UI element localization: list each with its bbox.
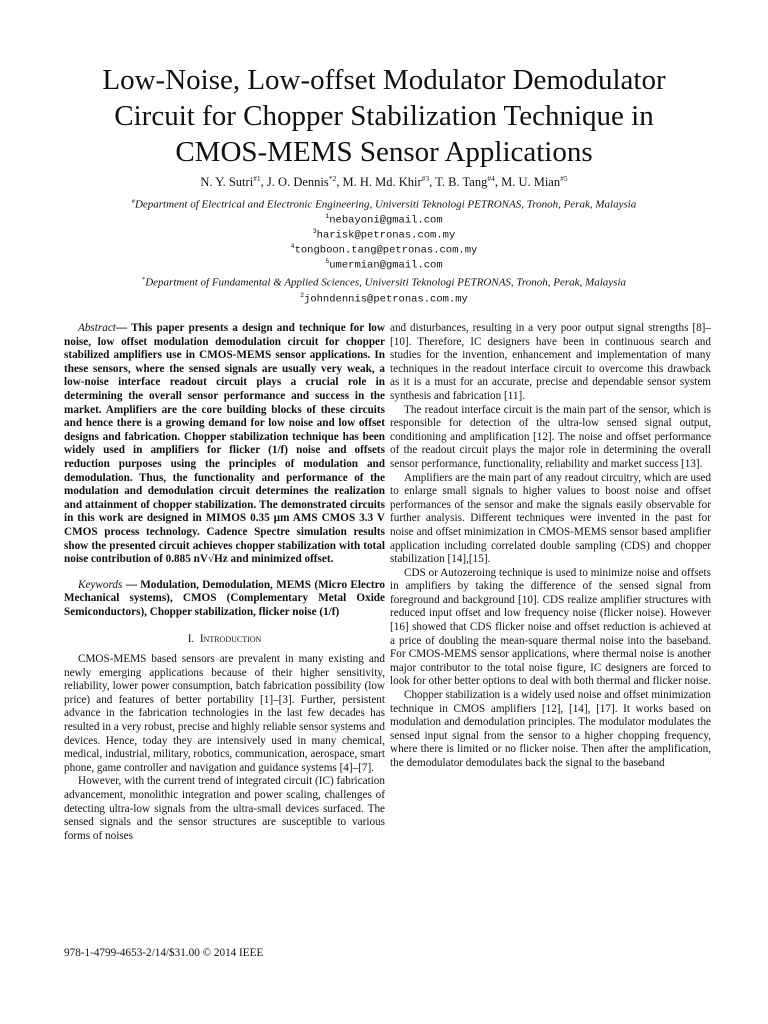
keywords <box>64 579 385 620</box>
paper-title <box>40 62 728 170</box>
author-mark: #1 <box>253 174 261 183</box>
author-name: N. Y. Sutri <box>200 175 254 190</box>
title-line: Circuit for Chopper Stabilization Technique in <box>114 100 654 132</box>
email-address: johndennis@petronas.com.my <box>304 293 468 306</box>
email-address: harisk@petronas.com.my <box>316 229 456 242</box>
author-name: M. H. Md. Khir <box>342 175 422 190</box>
body-paragraph: CMOS-MEMS based sensors are prevalent in many existing and newly emerging applications because of their higher sensitivity, reliability, lower power consumption, batch fabrication possibility (low price) and features of better portability [1]–[3]. Further, persistent advance in the fabrication technologies in the last few decades has resulted in a very robust, precise and highly reliable sensor systems and devices. Hence, today they are intensively used in many chemical, medical, industrial, military, robotics, communication, aerospace, smart phone, game controller and navigation and guidance systems [4]–[7]. <box>64 653 385 774</box>
email-line <box>40 255 728 273</box>
abstract-text: — This paper presents a design and technique for low noise, low offset modulation demodulation circuit for chopper stabilized amplifiers use in CMOS-MEMS sensor applications. In these sensors, where the sensed signals are usually very weak, a low-noise interface readout circuit plays a crucial role in determining the overall sensor performance and success in the market. Amplifiers are the core building blocks of these circuits and hence there is a growing demand for low noise and low offset designs and fabrication. Chopper stabilization technique has been widely used in amplifiers for flicker (1/f) noise and offsets reduction purposes using the principles of modulation and demodulation. Thus, the functionality and performance of the modulation and demodulation circuit determines the realization and attainment of chopper stabilization. The demonstrated circuits in this work are designed in MIMOS 0.35 µm AMS CMOS 3.3 V CMOS process technology. Cadence Spectre simulation results show the presented circuit achieves chopper stabilization with total noise contribution of 0.885 nV√Hz and minimized offset. <box>64 322 385 566</box>
left-column <box>64 322 385 843</box>
section-heading <box>64 633 385 647</box>
author-list <box>40 171 728 190</box>
author-name: T. B. Tang <box>435 175 488 190</box>
affiliation-text: Department of Electrical and Electronic Engineering, Universiti Teknologi PETRONAS, Tronoh, Perak, Malaysia <box>134 198 637 211</box>
right-column <box>390 322 711 771</box>
email-mark: 4 <box>290 243 295 250</box>
author-mark: #3 <box>421 174 430 183</box>
title-line: CMOS-MEMS Sensor Applications <box>175 136 593 168</box>
affiliation-applied-sciences <box>40 273 728 290</box>
body-paragraph: The readout interface circuit is the main part of the sensor, which is responsible for detection of the ultra-low sensed signal output, conditioning and amplification [12]. The noise and offset performance of the readout circuit plays the major role in determining the overall sensor performance, functionality, reliability and market success [13]. <box>390 403 711 470</box>
body-paragraph: Chopper stabilization is a widely used noise and offset minimization technique in CMOS amplifiers [12], [14], [17]. It works based on modulation and demodulation principles. The modulator modulates the sensed input signal from the sensor to a higher chopping frequency, where there is limited or no flicker noise. Then after the amplification, the demodulator demodulates back the signal to the baseband <box>390 689 711 769</box>
section-number: I. <box>187 633 195 646</box>
body-paragraph: CDS or Autozeroing technique is used to minimize noise and offsets in amplifiers by taking the difference of the sensed signal from foreground and background [10]. CDS realize amplifier structures with reduced input offset and low frequency noise (flicker noise). However [16] showed that CDS flicker noise and offset reduction is achieved at a price of doubling the mean-square thermal noise into the baseband. For CMOS-MEMS sensor applications, where thermal noise is another major contributor to the total noise figure, IC designers are forced to look for other better options to deal with both thermal and flicker noise. <box>390 566 711 688</box>
body-paragraph: However, with the current trend of integrated circuit (IC) fabrication advancement, monolithic integration and power scaling, challenges of detecting ultra-low signals from the ultra-small devices surfaced. The sensed signals and the sensor structures are susceptible to various forms of noises <box>64 775 385 842</box>
abstract <box>64 322 385 567</box>
email-address: umermian@gmail.com <box>329 259 443 272</box>
keywords-text: — Modulation, Demodulation, MEMS (Micro Electro Mechanical systems), CMOS (Complementary Metal Oxide Semiconductors), Chopper stabilization, flicker noise (1/f) <box>64 578 385 618</box>
author-mark: #4 <box>487 174 495 183</box>
author-name: J. O. Dennis <box>266 175 329 190</box>
author-sep: , <box>336 175 343 190</box>
email-mark: 5 <box>325 258 330 265</box>
author-sep: , <box>494 175 502 190</box>
author-name: M. U. Mian <box>501 175 561 190</box>
email-address: nebayoni@gmail.com <box>329 214 443 227</box>
author-sep: , <box>260 175 267 190</box>
copyright-footer: 978-1-4799-4653-2/14/$31.00 © 2014 IEEE <box>64 947 264 959</box>
email-line <box>40 289 728 307</box>
section-title: Introduction <box>199 633 262 646</box>
affiliation-mark: # <box>131 198 135 205</box>
email-mark: 3 <box>312 228 317 235</box>
body-paragraph: Amplifiers are the main part of any readout circuitry, which are used to enlarge small signals to higher values to boost noise and offset performances of the sensor and make the signals easily observable for further analysis. Different techniques were invented in the past for noise and offset minimization in CMOS-MEMS sensor based amplifier application including correlated double sampling (CDS) and chopper stabilization [14],[15]. <box>390 471 711 566</box>
affiliation-mark: * <box>141 276 146 283</box>
abstract-label: Abstract <box>78 322 116 334</box>
keywords-label: Keywords <box>78 578 123 591</box>
body-paragraph: and disturbances, resulting in a very poor output signal strengths [8]–[10]. Therefore, IC designers have been in continuous search and studies for the invention, enhancement and implementation of many techniques in the readout interface circuit to overcome this drawback as it is a must for an accurate, precise and dependable sensor system synthesis and fabrication [11]. <box>390 322 711 402</box>
email-mark: 1 <box>325 213 330 220</box>
author-mark: *2 <box>328 174 337 183</box>
author-mark: #5 <box>560 174 568 183</box>
email-mark: 2 <box>300 292 305 299</box>
email-address: tongboon.tang@petronas.com.my <box>294 244 478 257</box>
affiliation-text: Department of Fundamental & Applied Sciences, Universiti Teknologi PETRONAS, Tronoh, Perak, Malaysia <box>145 276 627 289</box>
title-line: Low-Noise, Low-offset Modulator Demodulator <box>102 64 666 96</box>
author-sep: , <box>429 175 436 190</box>
